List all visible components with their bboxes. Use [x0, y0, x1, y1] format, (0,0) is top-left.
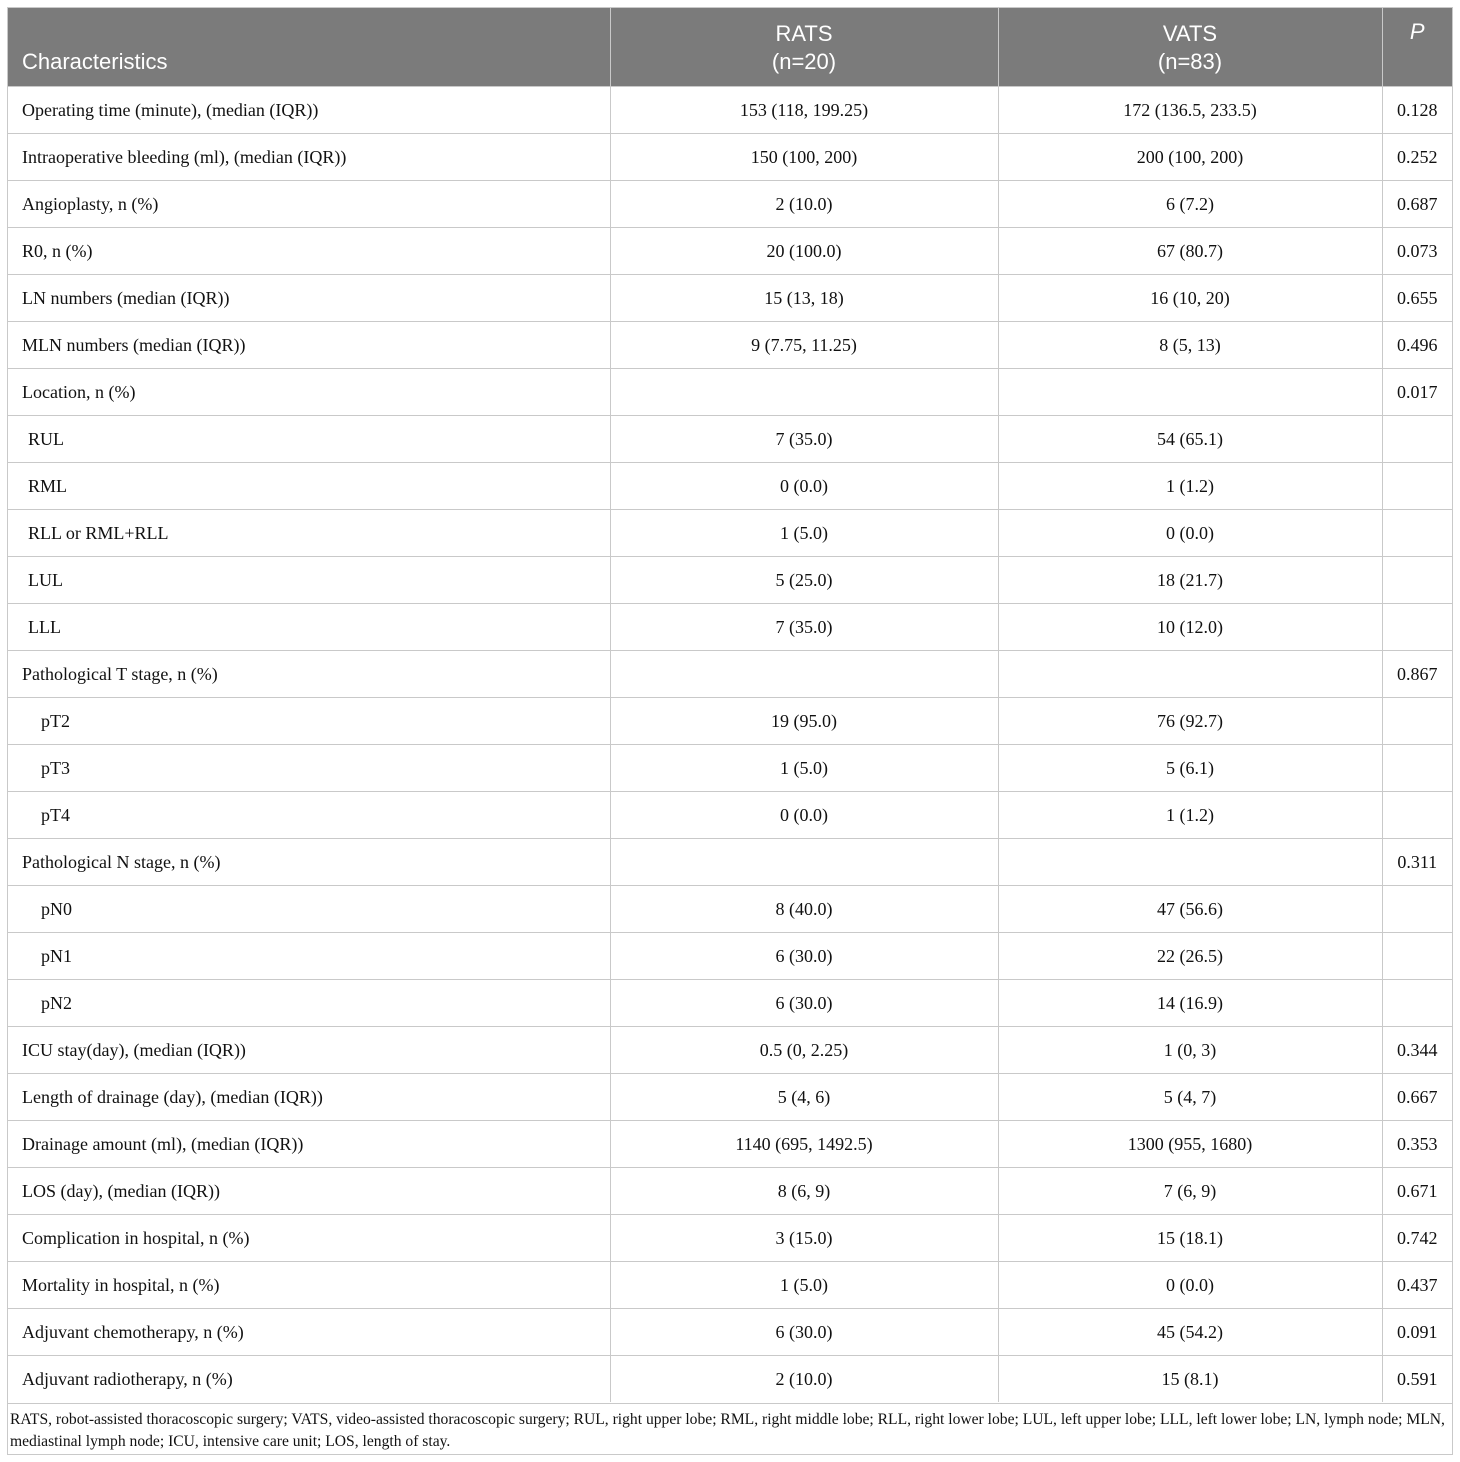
row-vats-value: 45 (54.2): [998, 1308, 1382, 1355]
row-vats-value: [998, 838, 1382, 885]
header-rats: [610, 8, 998, 86]
header-characteristics-label: Characteristics: [22, 48, 168, 74]
row-vats-value: [998, 650, 1382, 697]
row-rats-value: 19 (95.0): [610, 697, 998, 744]
row-rats-value: [610, 368, 998, 415]
row-vats-value: 172 (136.5, 233.5): [998, 86, 1382, 133]
row-vats-value: 1 (1.2): [998, 462, 1382, 509]
row-rats-value: 1 (5.0): [610, 509, 998, 556]
table-frame: [7, 7, 1453, 1455]
row-characteristic: LUL: [8, 556, 610, 603]
row-characteristic: Location, n (%): [8, 368, 610, 415]
row-vats-value: 10 (12.0): [998, 603, 1382, 650]
row-rats-value: 1 (5.0): [610, 1261, 998, 1308]
row-rats-value: 1 (5.0): [610, 744, 998, 791]
row-p-value: 0.437: [1382, 1261, 1452, 1308]
table-row: [8, 744, 1452, 791]
row-characteristic: LN numbers (median (IQR)): [8, 274, 610, 321]
table-row: [8, 133, 1452, 180]
table-row: [8, 415, 1452, 462]
row-rats-value: 5 (25.0): [610, 556, 998, 603]
row-rats-value: 2 (10.0): [610, 180, 998, 227]
row-characteristic: ICU stay(day), (median (IQR)): [8, 1026, 610, 1073]
table-row: [8, 1167, 1452, 1214]
row-vats-value: 15 (18.1): [998, 1214, 1382, 1261]
row-vats-value: 14 (16.9): [998, 979, 1382, 1026]
row-vats-value: 18 (21.7): [998, 556, 1382, 603]
row-rats-value: 1140 (695, 1492.5): [610, 1120, 998, 1167]
row-vats-value: 5 (4, 7): [998, 1073, 1382, 1120]
row-p-value: 0.742: [1382, 1214, 1452, 1261]
results-table: [8, 8, 1452, 1402]
row-p-value: [1382, 556, 1452, 603]
table-row: [8, 650, 1452, 697]
row-vats-value: 54 (65.1): [998, 415, 1382, 462]
table-row: [8, 1355, 1452, 1402]
row-characteristic: LOS (day), (median (IQR)): [8, 1167, 610, 1214]
row-rats-value: 3 (15.0): [610, 1214, 998, 1261]
row-vats-value: [998, 368, 1382, 415]
table-row: [8, 462, 1452, 509]
row-p-value: 0.344: [1382, 1026, 1452, 1073]
row-p-value: 0.073: [1382, 227, 1452, 274]
row-rats-value: 2 (10.0): [610, 1355, 998, 1402]
row-characteristic: LLL: [8, 603, 610, 650]
table-row: [8, 1120, 1452, 1167]
row-vats-value: 1 (0, 3): [998, 1026, 1382, 1073]
row-rats-value: 153 (118, 199.25): [610, 86, 998, 133]
row-characteristic: Adjuvant radiotherapy, n (%): [8, 1355, 610, 1402]
row-rats-value: 9 (7.75, 11.25): [610, 321, 998, 368]
table-row: [8, 603, 1452, 650]
table-row: [8, 86, 1452, 133]
row-characteristic: pN2: [8, 979, 610, 1026]
row-p-value: [1382, 791, 1452, 838]
row-p-value: 0.687: [1382, 180, 1452, 227]
row-p-value: 0.128: [1382, 86, 1452, 133]
header-p-label: P: [1409, 19, 1425, 44]
table-row: [8, 791, 1452, 838]
row-rats-value: 20 (100.0): [610, 227, 998, 274]
row-characteristic: Operating time (minute), (median (IQR)): [8, 86, 610, 133]
row-rats-value: 7 (35.0): [610, 603, 998, 650]
table-row: [8, 1214, 1452, 1261]
row-rats-value: 6 (30.0): [610, 979, 998, 1026]
row-vats-value: 1 (1.2): [998, 791, 1382, 838]
row-rats-value: 8 (6, 9): [610, 1167, 998, 1214]
row-p-value: [1382, 932, 1452, 979]
row-p-value: 0.311: [1382, 838, 1452, 885]
header-p-value: [1382, 8, 1452, 86]
row-vats-value: 76 (92.7): [998, 697, 1382, 744]
row-vats-value: 7 (6, 9): [998, 1167, 1382, 1214]
row-rats-value: 5 (4, 6): [610, 1073, 998, 1120]
table-row: [8, 509, 1452, 556]
row-p-value: [1382, 462, 1452, 509]
table-row: [8, 1308, 1452, 1355]
table-row: [8, 1026, 1452, 1073]
row-characteristic: pN1: [8, 932, 610, 979]
row-rats-value: 7 (35.0): [610, 415, 998, 462]
row-rats-value: 0.5 (0, 2.25): [610, 1026, 998, 1073]
row-p-value: 0.667: [1382, 1073, 1452, 1120]
row-rats-value: 0 (0.0): [610, 462, 998, 509]
row-p-value: [1382, 979, 1452, 1026]
row-rats-value: [610, 650, 998, 697]
row-characteristic: Complication in hospital, n (%): [8, 1214, 610, 1261]
row-vats-value: 47 (56.6): [998, 885, 1382, 932]
row-rats-value: 6 (30.0): [610, 1308, 998, 1355]
table-body: [8, 86, 1452, 1402]
row-rats-value: [610, 838, 998, 885]
row-characteristic: Pathological T stage, n (%): [8, 650, 610, 697]
row-characteristic: Length of drainage (day), (median (IQR)): [8, 1073, 610, 1120]
table-row: [8, 932, 1452, 979]
row-vats-value: 67 (80.7): [998, 227, 1382, 274]
row-characteristic: RUL: [8, 415, 610, 462]
table-row: [8, 274, 1452, 321]
row-vats-value: 16 (10, 20): [998, 274, 1382, 321]
row-rats-value: 8 (40.0): [610, 885, 998, 932]
row-characteristic: Drainage amount (ml), (median (IQR)): [8, 1120, 610, 1167]
row-rats-value: 150 (100, 200): [610, 133, 998, 180]
row-p-value: 0.867: [1382, 650, 1452, 697]
header-characteristics: [8, 8, 610, 86]
row-vats-value: 15 (8.1): [998, 1355, 1382, 1402]
row-characteristic: pT3: [8, 744, 610, 791]
table-row: [8, 979, 1452, 1026]
row-p-value: 0.353: [1382, 1120, 1452, 1167]
table-header: [8, 8, 1452, 86]
row-p-value: [1382, 415, 1452, 462]
row-characteristic: Angioplasty, n (%): [8, 180, 610, 227]
row-p-value: [1382, 509, 1452, 556]
row-characteristic: Adjuvant chemotherapy, n (%): [8, 1308, 610, 1355]
header-rats-count: (n=20): [771, 48, 837, 74]
row-characteristic: Mortality in hospital, n (%): [8, 1261, 610, 1308]
row-rats-value: 0 (0.0): [610, 791, 998, 838]
table-row: [8, 838, 1452, 885]
row-p-value: 0.252: [1382, 133, 1452, 180]
row-rats-value: 6 (30.0): [610, 932, 998, 979]
row-characteristic: Intraoperative bleeding (ml), (median (IQR)): [8, 133, 610, 180]
row-vats-value: 200 (100, 200): [998, 133, 1382, 180]
table-row: [8, 368, 1452, 415]
row-vats-value: 5 (6.1): [998, 744, 1382, 791]
row-vats-value: 0 (0.0): [998, 1261, 1382, 1308]
row-p-value: 0.591: [1382, 1355, 1452, 1402]
row-p-value: 0.655: [1382, 274, 1452, 321]
row-characteristic: Pathological N stage, n (%): [8, 838, 610, 885]
row-p-value: 0.496: [1382, 321, 1452, 368]
row-p-value: [1382, 697, 1452, 744]
row-p-value: [1382, 885, 1452, 932]
row-characteristic: pN0: [8, 885, 610, 932]
row-vats-value: 22 (26.5): [998, 932, 1382, 979]
row-p-value: 0.017: [1382, 368, 1452, 415]
header-vats: [998, 8, 1382, 86]
row-p-value: 0.671: [1382, 1167, 1452, 1214]
row-p-value: [1382, 603, 1452, 650]
header-vats-count: (n=83): [1157, 48, 1223, 74]
table-row: [8, 556, 1452, 603]
table-row: [8, 227, 1452, 274]
row-characteristic: RLL or RML+RLL: [8, 509, 610, 556]
header-rats-title: RATS: [775, 20, 833, 46]
row-p-value: 0.091: [1382, 1308, 1452, 1355]
row-rats-value: 15 (13, 18): [610, 274, 998, 321]
row-vats-value: 0 (0.0): [998, 509, 1382, 556]
table-footnote: RATS, robot-assisted thoracoscopic surgery; VATS, video-assisted thoracoscopic surgery; RUL, right upper lobe; RML, right middle lobe; RLL, right lower lobe; LUL, left upper lobe; LLL, left lower lobe; LN, lymph node; MLN, mediastinal lymph node; ICU, intensive care unit; LOS, length of stay.: [8, 1403, 1452, 1453]
header-row: [8, 8, 1452, 86]
row-characteristic: R0, n (%): [8, 227, 610, 274]
row-vats-value: 6 (7.2): [998, 180, 1382, 227]
row-characteristic: RML: [8, 462, 610, 509]
table-row: [8, 180, 1452, 227]
table-row: [8, 1073, 1452, 1120]
row-characteristic: pT4: [8, 791, 610, 838]
table-row: [8, 885, 1452, 932]
header-vats-title: VATS: [1162, 20, 1218, 46]
table-row: [8, 321, 1452, 368]
row-p-value: [1382, 744, 1452, 791]
table-row: [8, 697, 1452, 744]
row-characteristic: MLN numbers (median (IQR)): [8, 321, 610, 368]
table-row: [8, 1261, 1452, 1308]
row-vats-value: 8 (5, 13): [998, 321, 1382, 368]
row-characteristic: pT2: [8, 697, 610, 744]
row-vats-value: 1300 (955, 1680): [998, 1120, 1382, 1167]
